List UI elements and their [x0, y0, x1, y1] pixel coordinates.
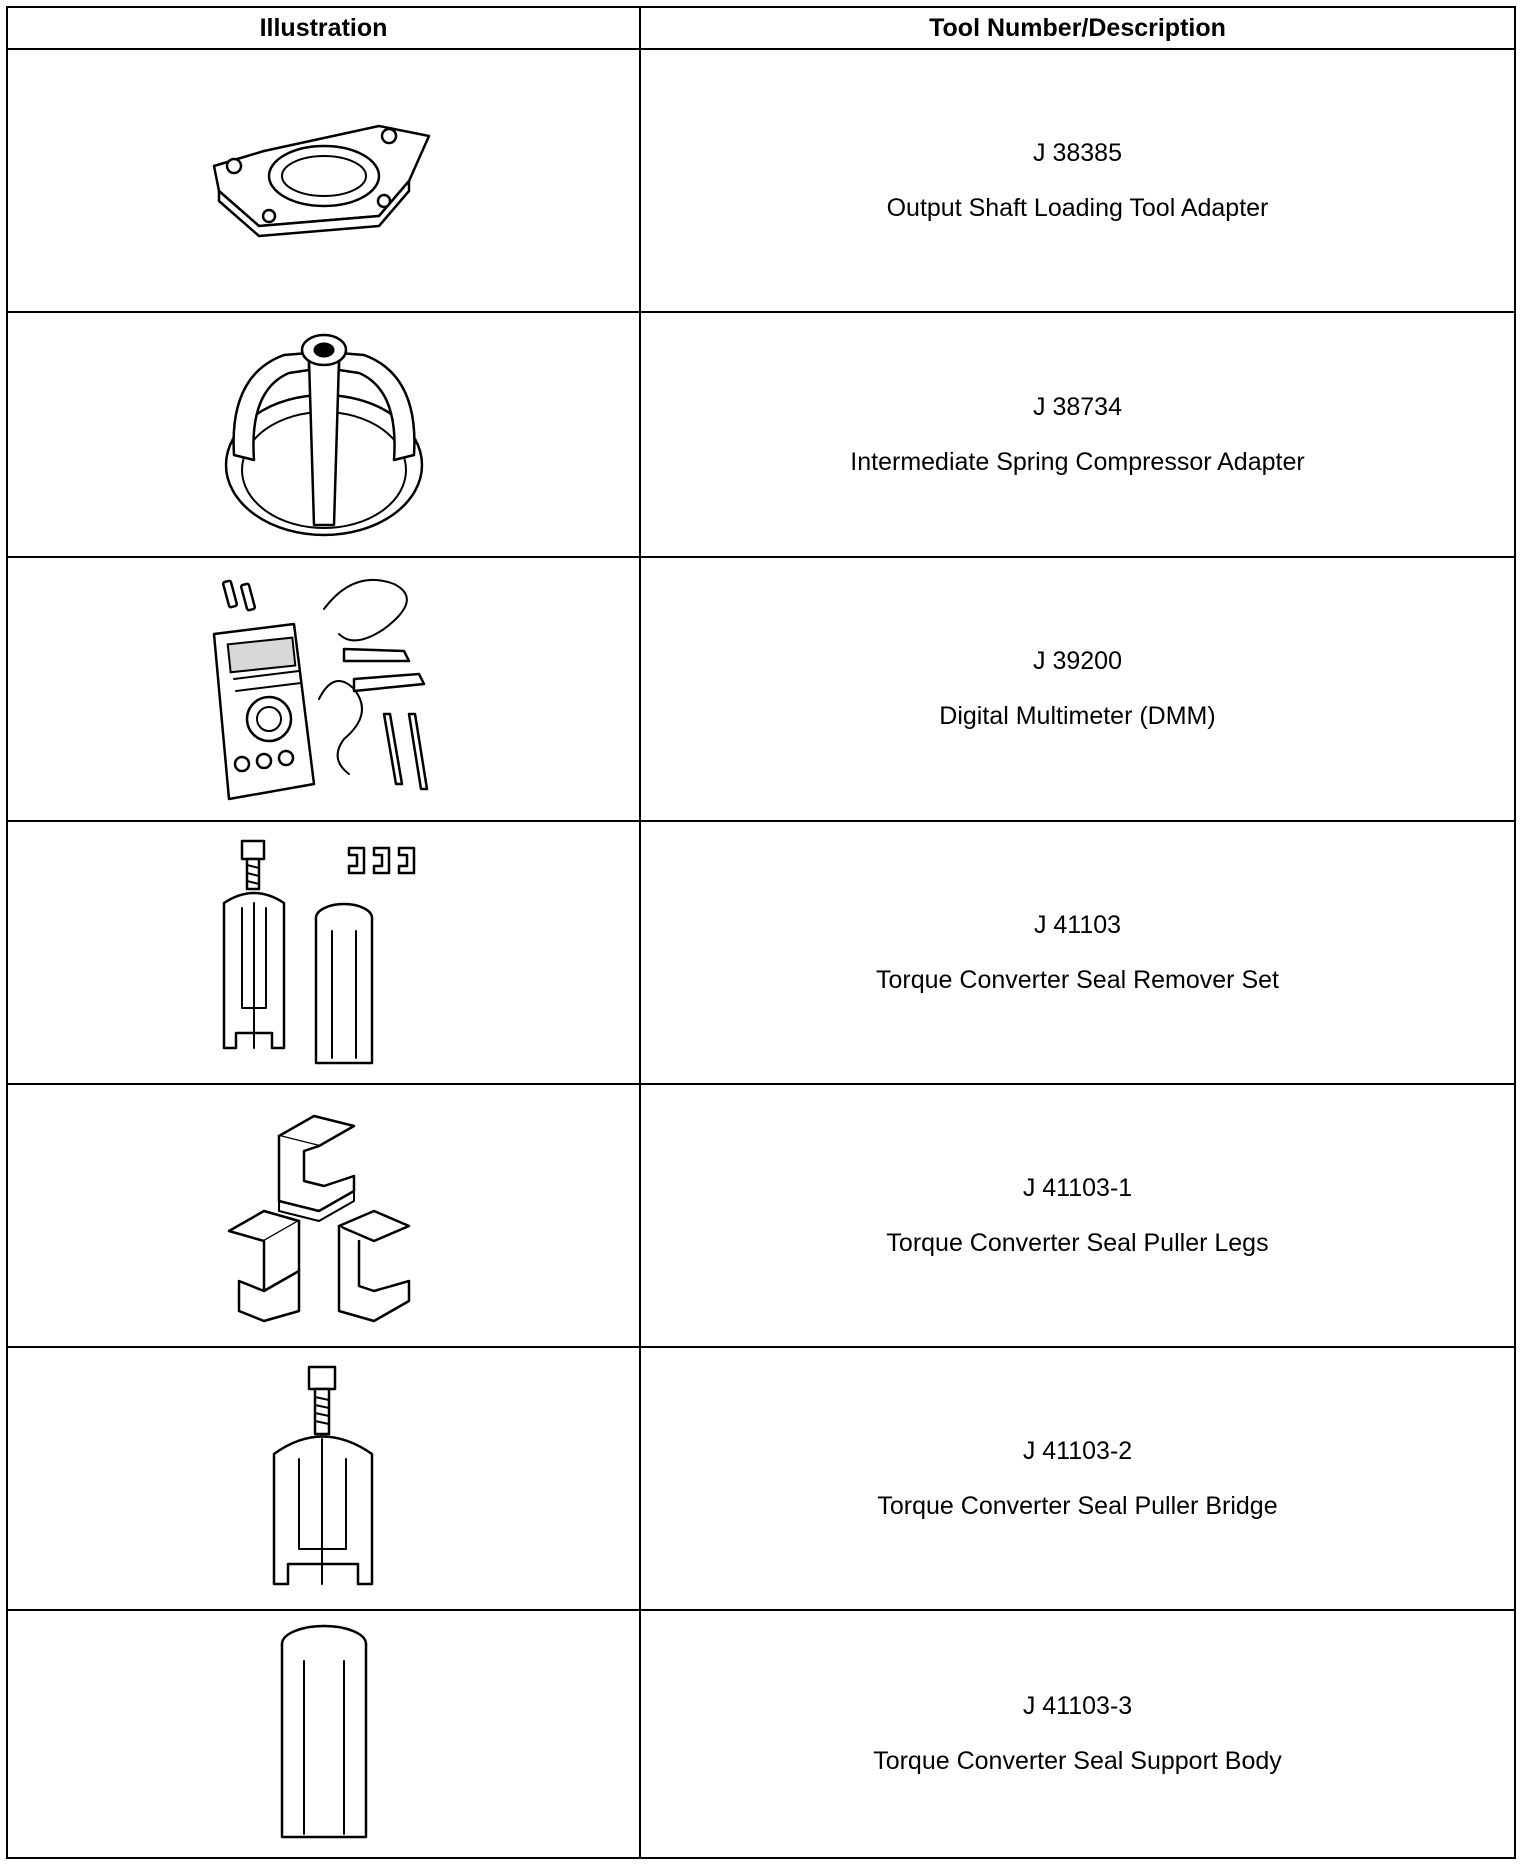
- loading-tool-adapter-illustration: [204, 121, 444, 241]
- tool-description: Torque Converter Seal Puller Bridge: [877, 1491, 1278, 1520]
- tool-description: Digital Multimeter (DMM): [939, 702, 1216, 730]
- tool-number: J 41103-3: [1022, 1692, 1133, 1720]
- tool-description-cell: [640, 1610, 1515, 1858]
- tool-description-cell: [640, 1084, 1515, 1347]
- illustration-cell: [7, 49, 640, 312]
- tool-description-cell: [640, 821, 1515, 1084]
- illustration-cell: [7, 312, 640, 557]
- table-row: [7, 312, 1515, 557]
- tool-description-cell: [640, 557, 1515, 821]
- tool-number: J 41103: [1033, 910, 1122, 939]
- tool-description: Torque Converter Seal Puller Legs: [886, 1228, 1269, 1257]
- tool-description: Output Shaft Loading Tool Adapter: [886, 193, 1269, 222]
- illustration-cell: [7, 557, 640, 821]
- seal-support-body-illustration: [274, 1619, 374, 1849]
- seal-remover-set-illustration: [214, 833, 434, 1073]
- illustration-cell: [7, 1347, 640, 1610]
- digital-multimeter-illustration: [204, 569, 444, 809]
- tool-number: J 41103-1: [1022, 1173, 1133, 1202]
- table-row: [7, 1347, 1515, 1610]
- seal-puller-legs-illustration: [224, 1101, 424, 1331]
- illustration-cell: [7, 1084, 640, 1347]
- tool-description: Torque Converter Seal Support Body: [873, 1747, 1282, 1775]
- seal-puller-bridge-illustration: [254, 1359, 394, 1599]
- table-row: [7, 1610, 1515, 1858]
- table-row: [7, 1084, 1515, 1347]
- table-row: [7, 821, 1515, 1084]
- table-header-row: [7, 7, 1515, 49]
- tool-description-cell: [640, 1347, 1515, 1610]
- tool-number: J 39200: [1033, 647, 1122, 675]
- tool-description: Intermediate Spring Compressor Adapter: [850, 447, 1305, 476]
- tool-description: Torque Converter Seal Remover Set: [876, 965, 1279, 994]
- spring-compressor-adapter-illustration: [214, 325, 434, 545]
- special-tools-table: [6, 6, 1516, 1859]
- tool-description-cell: [640, 49, 1515, 312]
- header-illustration: Illustration: [7, 7, 640, 49]
- tool-number: J 38734: [1033, 392, 1122, 421]
- tool-description-cell: [640, 312, 1515, 557]
- header-tool-number-description: Tool Number/Description: [640, 7, 1515, 49]
- table-row: [7, 557, 1515, 821]
- tool-number: J 41103-2: [1022, 1436, 1133, 1465]
- table-row: [7, 49, 1515, 312]
- tool-number: J 38385: [1033, 138, 1122, 167]
- illustration-cell: [7, 1610, 640, 1858]
- illustration-cell: [7, 821, 640, 1084]
